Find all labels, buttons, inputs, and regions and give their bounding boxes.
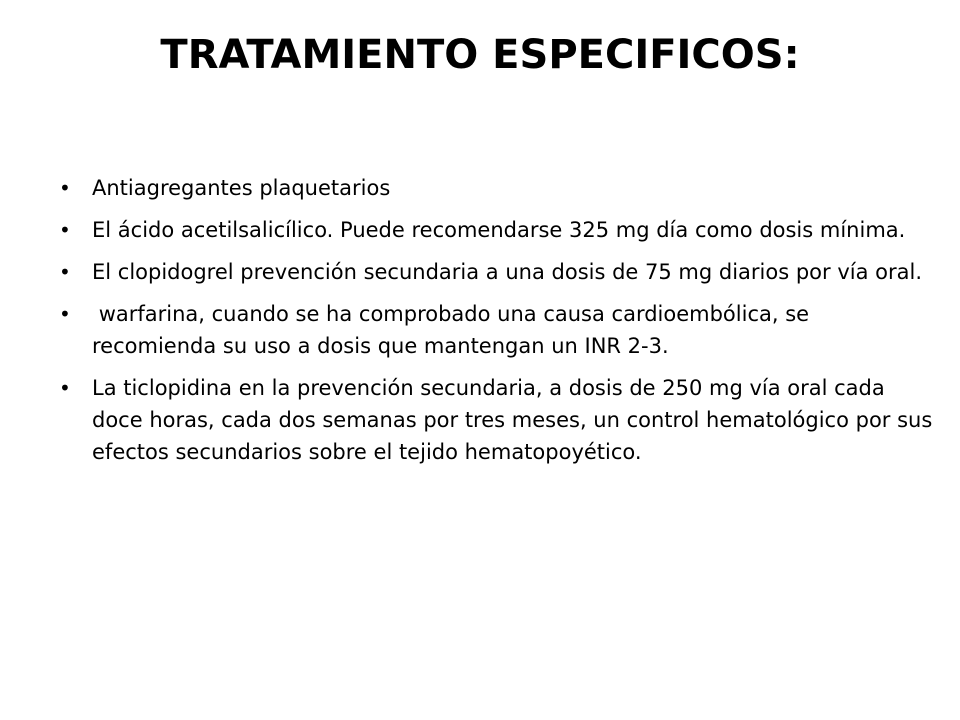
bullet-item [56, 172, 936, 204]
bullet-dot-icon: • [59, 218, 71, 242]
bullet-text: Antiagregantes plaquetarios [92, 176, 391, 200]
bullet-item [56, 298, 936, 362]
bullet-dot-icon: • [59, 260, 71, 284]
bullet-item [56, 372, 939, 468]
bullet-text: warfarina, cuando se ha comprobado una causa cardioembólica, se recomienda su uso a dosis que mantengan un INR 2-3. [92, 302, 816, 358]
slide-title: TRATAMIENTO ESPECIFICOS: [160, 32, 800, 78]
bullet-dot-icon: • [59, 376, 71, 400]
bullet-dot-icon: • [59, 302, 71, 326]
bullet-text: El ácido acetilsalicílico. Puede recomendarse 325 mg día como dosis mínima. [92, 218, 906, 242]
bullet-text: El clopidogrel prevención secundaria a una dosis de 75 mg diarios por vía oral. [92, 260, 922, 284]
bullet-dot-icon: • [59, 176, 71, 200]
bullet-text: La ticlopidina en la prevención secundaria, a dosis de 250 mg vía oral cada doce horas, cada dos semanas por tres meses, un control hematológico por sus efectos secundarios sobre el tejido hematopoyético. [92, 376, 939, 464]
bullet-item [56, 256, 936, 288]
bullet-item [56, 214, 936, 246]
bullet-list [56, 172, 939, 478]
